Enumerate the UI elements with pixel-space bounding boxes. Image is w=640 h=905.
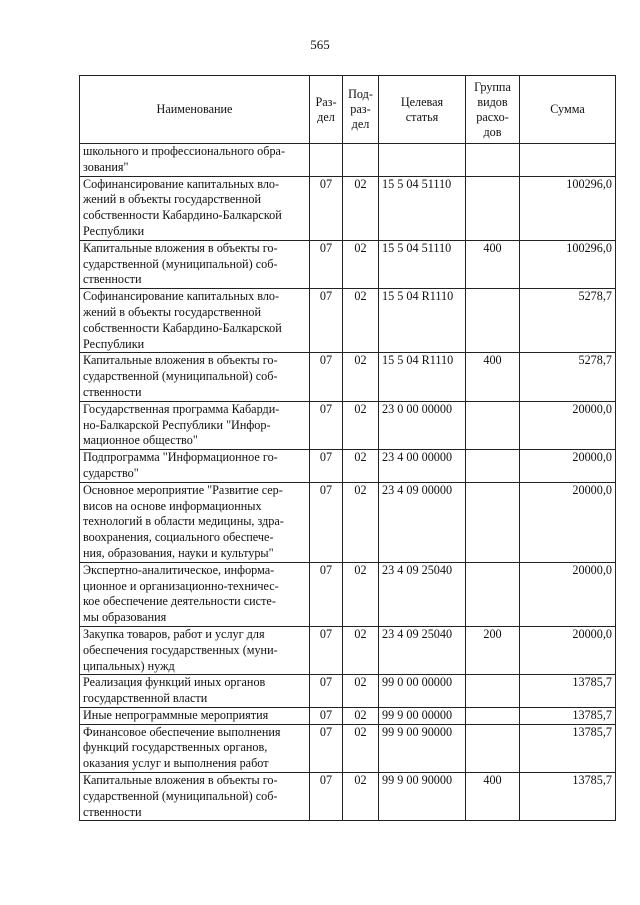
cell-sum: 20000,0 (520, 482, 616, 562)
cell-podrazdel: 02 (343, 176, 379, 240)
cell-statya (379, 144, 466, 177)
cell-razdel: 07 (310, 240, 343, 288)
cell-sum: 20000,0 (520, 450, 616, 483)
cell-sum (520, 144, 616, 177)
cell-sum: 13785,7 (520, 675, 616, 708)
cell-group (466, 707, 520, 724)
cell-razdel: 07 (310, 626, 343, 674)
cell-sum: 13785,7 (520, 707, 616, 724)
cell-group (466, 562, 520, 626)
table-row (80, 482, 616, 562)
cell-podrazdel: 02 (343, 353, 379, 401)
cell-statya: 23 0 00 00000 (379, 401, 466, 449)
cell-statya: 99 9 00 90000 (379, 773, 466, 821)
cell-group (466, 176, 520, 240)
table-row (80, 675, 616, 708)
cell-sum: 100296,0 (520, 176, 616, 240)
cell-razdel (310, 144, 343, 177)
cell-statya: 23 4 00 00000 (379, 450, 466, 483)
table-row (80, 626, 616, 674)
cell-razdel: 07 (310, 401, 343, 449)
cell-razdel: 07 (310, 450, 343, 483)
cell-statya: 23 4 09 00000 (379, 482, 466, 562)
cell-statya: 99 9 00 00000 (379, 707, 466, 724)
cell-name: Подпрограмма "Информационное го- сударство" (80, 450, 310, 483)
table-row (80, 240, 616, 288)
cell-name: Софинансирование капитальных вло- жений в объекты государственной собственности Кабардино-Балкарской Республики (80, 176, 310, 240)
table-row (80, 562, 616, 626)
cell-group (466, 289, 520, 353)
table-row (80, 724, 616, 772)
cell-name: Капитальные вложения в объекты го- сударственной (муниципальной) соб- ственности (80, 240, 310, 288)
cell-podrazdel: 02 (343, 482, 379, 562)
cell-name: Капитальные вложения в объекты го- сударственной (муниципальной) соб- ственности (80, 773, 310, 821)
cell-sum: 20000,0 (520, 562, 616, 626)
cell-podrazdel: 02 (343, 450, 379, 483)
cell-name: Реализация функций иных органов государственной власти (80, 675, 310, 708)
cell-group (466, 144, 520, 177)
cell-name: Экспертно-аналитическое, информа- ционное и организационно-техничес- кое обеспечение деятельности систе- мы образования (80, 562, 310, 626)
cell-group (466, 482, 520, 562)
cell-group: 400 (466, 240, 520, 288)
cell-sum: 100296,0 (520, 240, 616, 288)
cell-group: 400 (466, 773, 520, 821)
cell-sum: 5278,7 (520, 353, 616, 401)
cell-statya: 15 5 04 51110 (379, 240, 466, 288)
cell-statya: 15 5 04 R1110 (379, 353, 466, 401)
table-header-row (80, 76, 616, 144)
cell-name: Финансовое обеспечение выполнения функций государственных органов, оказания услуг и выполнения работ (80, 724, 310, 772)
cell-name: Капитальные вложения в объекты го- сударственной (муниципальной) соб- ственности (80, 353, 310, 401)
cell-name: Софинансирование капитальных вло- жений в объекты государственной собственности Кабардино-Балкарской Республики (80, 289, 310, 353)
cell-sum: 13785,7 (520, 724, 616, 772)
cell-podrazdel (343, 144, 379, 177)
header-razdel: Раз- дел (310, 76, 343, 144)
table-body (80, 144, 616, 821)
table-row (80, 707, 616, 724)
header-podrazdel: Под- раз- дел (343, 76, 379, 144)
cell-group (466, 724, 520, 772)
budget-table (79, 75, 616, 821)
cell-podrazdel: 02 (343, 289, 379, 353)
cell-group: 400 (466, 353, 520, 401)
cell-statya: 99 0 00 00000 (379, 675, 466, 708)
table-row (80, 144, 616, 177)
cell-group (466, 401, 520, 449)
cell-razdel: 07 (310, 675, 343, 708)
cell-statya: 99 9 00 90000 (379, 724, 466, 772)
cell-name: Иные непрограммные мероприятия (80, 707, 310, 724)
table-row (80, 450, 616, 483)
table-row (80, 773, 616, 821)
page-number: 565 (310, 37, 330, 52)
table-row (80, 289, 616, 353)
cell-podrazdel: 02 (343, 675, 379, 708)
cell-name: Закупка товаров, работ и услуг для обеспечения государственных (муни- ципальных) нужд (80, 626, 310, 674)
table-row (80, 401, 616, 449)
cell-statya: 23 4 09 25040 (379, 626, 466, 674)
cell-podrazdel: 02 (343, 626, 379, 674)
cell-podrazdel: 02 (343, 724, 379, 772)
cell-razdel: 07 (310, 289, 343, 353)
cell-name: школьного и профессионального обра- зования" (80, 144, 310, 177)
cell-sum: 5278,7 (520, 289, 616, 353)
cell-razdel: 07 (310, 562, 343, 626)
cell-group (466, 675, 520, 708)
cell-podrazdel: 02 (343, 240, 379, 288)
cell-sum: 20000,0 (520, 401, 616, 449)
cell-podrazdel: 02 (343, 773, 379, 821)
cell-name: Основное мероприятие "Развитие сер- висов на основе информационных технологий в области медицины, здра- воохранения, социального обеспече- ния, образования, науки и культуры" (80, 482, 310, 562)
cell-statya: 15 5 04 R1110 (379, 289, 466, 353)
cell-sum: 13785,7 (520, 773, 616, 821)
header-name: Наименование (80, 76, 310, 144)
cell-statya: 23 4 09 25040 (379, 562, 466, 626)
cell-podrazdel: 02 (343, 401, 379, 449)
cell-razdel: 07 (310, 482, 343, 562)
cell-podrazdel: 02 (343, 707, 379, 724)
cell-podrazdel: 02 (343, 562, 379, 626)
cell-group (466, 450, 520, 483)
cell-razdel: 07 (310, 724, 343, 772)
cell-group: 200 (466, 626, 520, 674)
table-row (80, 353, 616, 401)
table-row (80, 176, 616, 240)
cell-razdel: 07 (310, 176, 343, 240)
cell-razdel: 07 (310, 353, 343, 401)
cell-razdel: 07 (310, 707, 343, 724)
cell-sum: 20000,0 (520, 626, 616, 674)
header-sum: Сумма (520, 76, 616, 144)
cell-statya: 15 5 04 51110 (379, 176, 466, 240)
cell-razdel: 07 (310, 773, 343, 821)
cell-name: Государственная программа Кабарди- но-Балкарской Республики "Инфор- мационное общество" (80, 401, 310, 449)
header-statya: Целевая статья (379, 76, 466, 144)
header-group: Группа видов расхо- дов (466, 76, 520, 144)
